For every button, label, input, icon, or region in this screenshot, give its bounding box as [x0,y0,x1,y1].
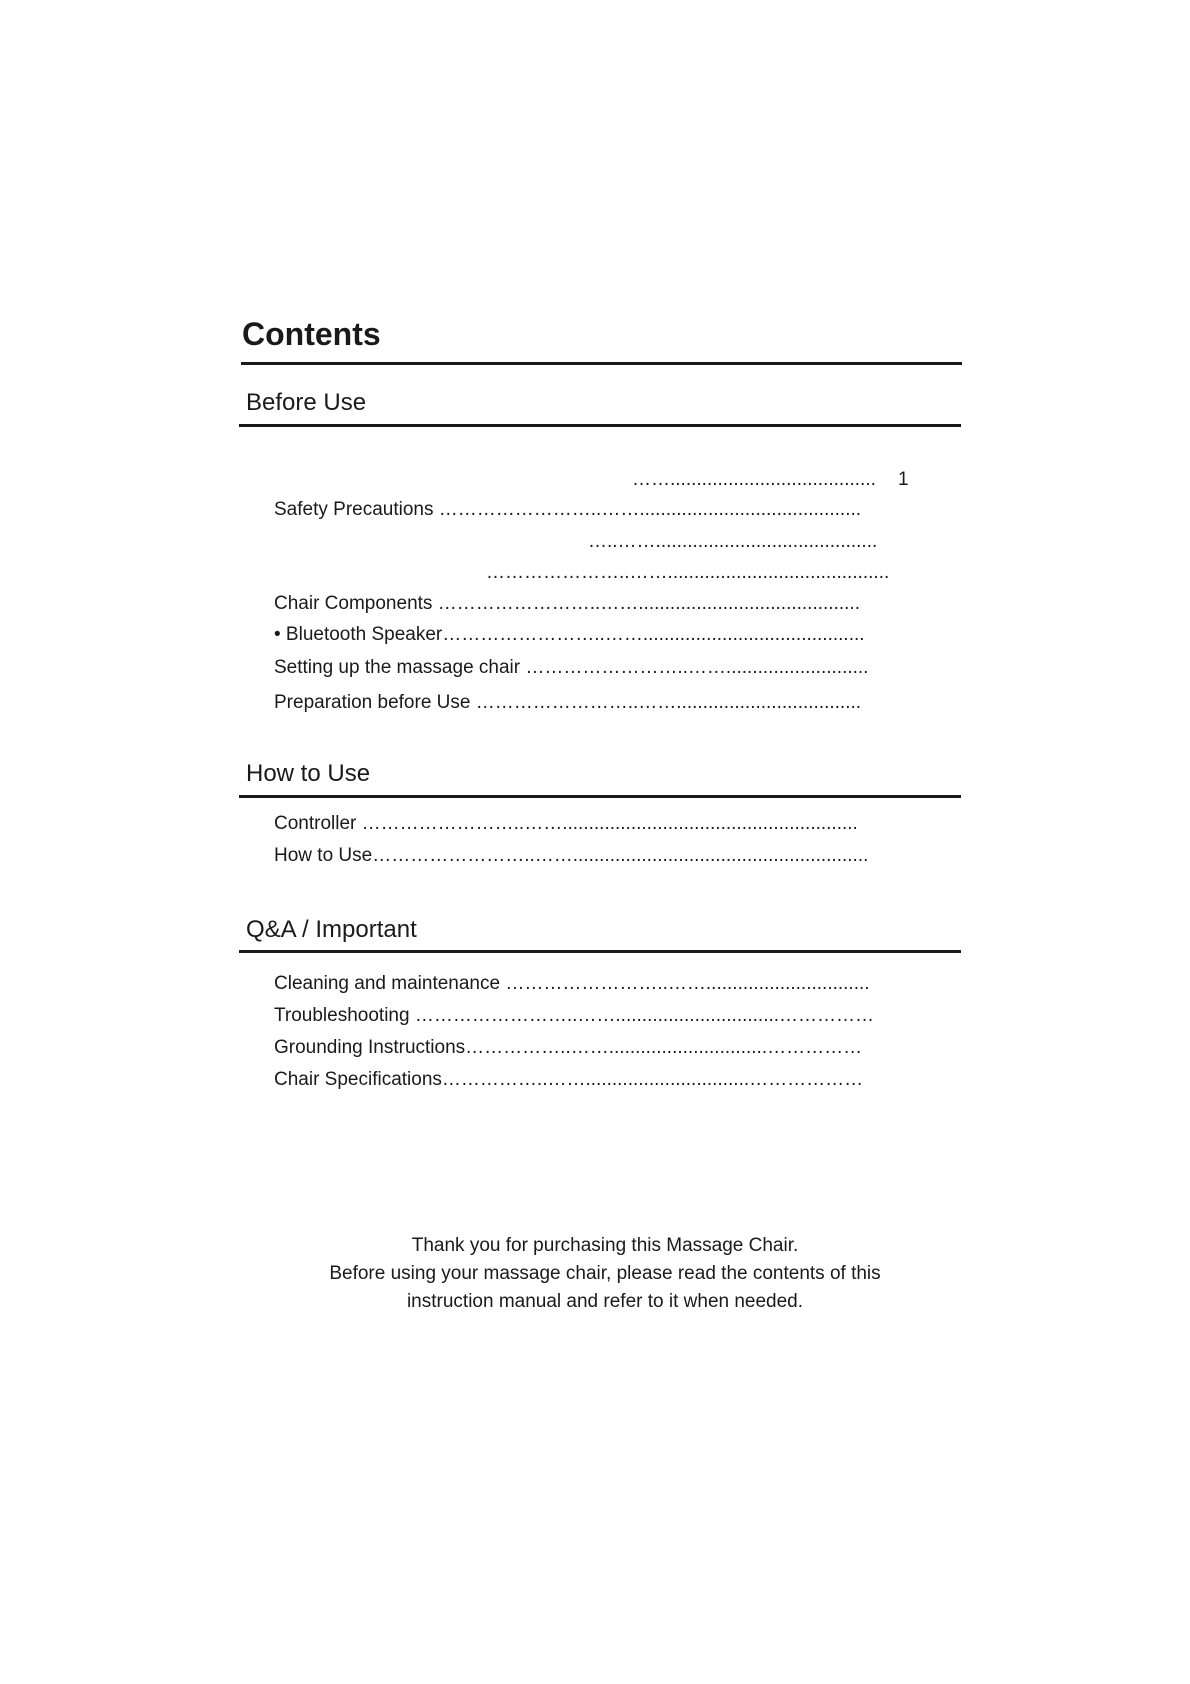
toc-dots: ……………………..……...............................…………… [414,1005,875,1026]
thank-you-line: instruction manual and refer to it when needed. [406,1291,804,1312]
toc-dots: ……………………..……............................... [505,973,870,994]
toc-entry-bluetooth-speaker[interactable] [274,625,865,644]
toc-entry-safety-precautions[interactable] [274,500,861,519]
toc-entry-grounding[interactable] [274,1038,862,1057]
toc-entry-controller[interactable] [274,814,858,833]
toc-entry-preparation[interactable] [274,693,861,712]
toc-entry-specifications[interactable] [274,1070,863,1089]
toc-dots: ……………………..……................................... [475,692,862,713]
toc-entry-label: Controller [274,813,362,834]
toc-dots: …………………..…….......................................... [486,562,890,583]
thank-you-line: Before using your massage chair, please read the contents of this [329,1263,881,1284]
thank-you-note [295,1232,915,1316]
toc-dots: ……....................................... [632,469,876,490]
thank-you-line: Thank you for purchasing this Massage Chair. [411,1235,799,1256]
toc-entry-dots [632,470,876,489]
toc-dots: ……………………..……........................... [525,657,869,678]
page-title: Contents [242,316,381,352]
toc-dots: ……………………..…….......................................... [442,624,865,645]
toc-entry-label: Grounding Instructions [274,1037,466,1058]
title-divider [241,362,962,365]
section-divider [239,950,961,953]
toc-dots: ……………………..…….......................................... [438,499,862,520]
toc-entry-chair-components[interactable] [274,594,860,613]
toc-entry-label: • Bluetooth Speaker [274,624,443,645]
toc-entry-label: Chair Specifications [274,1069,442,1090]
section-divider [239,795,961,798]
section-heading-qa-important: Q&A / Important [246,916,417,943]
section-heading-how-to-use: How to Use [246,760,371,787]
toc-dots: …..…….......................................... [588,531,878,552]
toc-entry-how-to-use[interactable] [274,846,868,865]
toc-entry-dots [588,532,877,551]
toc-entry-cleaning[interactable] [274,974,870,993]
toc-entry-label: Preparation before Use [274,692,476,713]
toc-entry-setting-up[interactable] [274,658,868,677]
toc-dots: ……………………..……........................................................ [372,845,869,866]
toc-entry-label: How to Use [274,845,373,866]
toc-entry-label: Troubleshooting [274,1005,415,1026]
toc-dots: ……………..……...............................……………… [441,1069,864,1090]
toc-dots: ……………………..…….......................................... [437,593,860,614]
section-heading-before-use: Before Use [246,389,367,416]
toc-dots: ……………..……..............................…………… [465,1037,863,1058]
toc-entry-dots [486,563,889,582]
toc-entry-troubleshooting[interactable] [274,1006,874,1025]
toc-dots: ……………………..……........................................................ [361,813,858,834]
section-divider [239,424,961,427]
toc-entry-label: Cleaning and maintenance [274,973,506,994]
toc-entry-label: Chair Components [274,593,438,614]
toc-page-number: 1 [898,469,909,490]
toc-entry-label: Setting up the massage chair [274,657,526,678]
toc-entry-label: Safety Precautions [274,499,439,520]
